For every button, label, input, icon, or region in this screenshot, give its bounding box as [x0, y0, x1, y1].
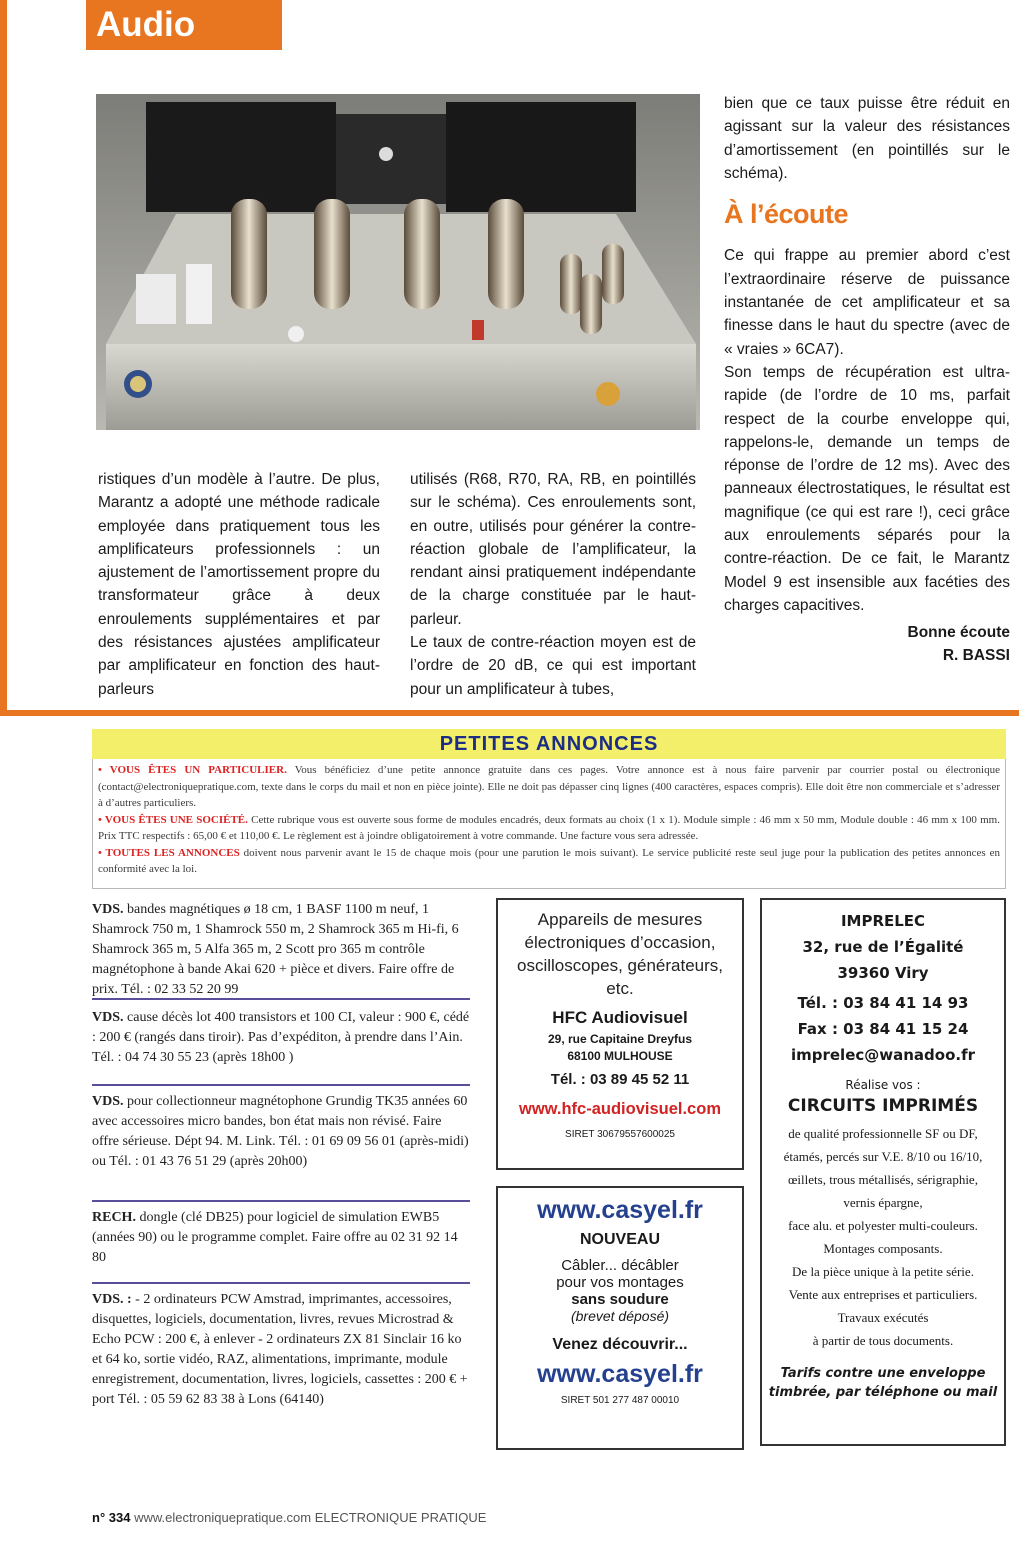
- classified-item: [92, 900, 470, 998]
- classified-text: - 2 ordinateurs PCW Amstrad, imprimantes, accessoires, disquettes, logiciels, documentation, livres, revues Microstrad & Echo PCW : 200 €, à enlever - 2 ordinateurs ZX 81 Sinclair 16 ko et 64 ko, sortie vidéo, RAZ, alimentations, imprimante, module enregistrement, documentation, livres, logiciels, cassettes : 200 € + port Tél. : 05 59 62 83 38 à Lons (64140): [92, 1292, 468, 1407]
- ad-line: Venez découvrir...: [552, 1336, 688, 1353]
- ad-badge: NOUVEAU: [579, 1231, 660, 1248]
- ad-phone: Tél. : 03 89 45 52 11: [550, 1071, 690, 1088]
- rule-text: Vous bénéficiez d’une petite annonce gratuite dans ces pages. Votre annonce est à nous faire parvenir par courrier postal ou électronique (contact@electroniquepratique.com, texte dans le corps du mail et non en pièce jointe). Elle ne doit pas dépasser cinq lignes (400 caractères, espaces compris). Elle doit être non commerciale et s’adresser à d’autres particuliers.: [98, 764, 1000, 809]
- classified-lead: VDS.: [92, 1010, 124, 1025]
- ad-address: 29, rue Capitaine Dreyfus: [547, 1032, 693, 1046]
- article-column-1: [98, 468, 380, 701]
- page-footer: [92, 1510, 486, 1525]
- classified-lead: VDS.: [92, 902, 124, 917]
- author-name: R. BASSI: [942, 647, 1010, 665]
- classified-text: pour collectionneur magnétophone Grundig TK35 années 60 avec accessoires micro bandes, bon état mais non révisé. Faire offre sérieuse. Dépt 94. M. Link. Tél. : 01 69 09 56 01 (après-midi) ou Tél. : 01 43 76 51 29 (après 20h00): [92, 1094, 469, 1169]
- petites-annonces-title: PETITES ANNONCES: [92, 729, 1006, 759]
- classified-lead: VDS. :: [92, 1292, 132, 1307]
- signature-closing: Bonne écoute: [907, 624, 1010, 642]
- ad-line: Tarifs contre une enveloppe: [780, 1366, 986, 1381]
- issue-number: n° 334: [92, 1510, 131, 1525]
- article-text: bien que ce taux puisse être réduit en agissant sur la valeur des résistances d’amortissement (en pointillés sur le schéma).: [724, 95, 1010, 182]
- rule-lead: • TOUTES LES ANNONCES: [98, 846, 240, 859]
- left-accent-bar: [0, 0, 7, 712]
- ad-hfc-audiovisuel: [496, 898, 744, 1170]
- ad-casyel: [496, 1186, 744, 1450]
- ad-website-link[interactable]: www.hfc-audiovisuel.com: [518, 1100, 721, 1118]
- amplifier-photo: [96, 94, 700, 430]
- ad-line: de qualité professionnelle SF ou DF,: [788, 1126, 978, 1141]
- ad-line: vernis épargne,: [843, 1195, 923, 1210]
- footer-magazine-name: ELECTRONIQUE PRATIQUE: [314, 1510, 487, 1525]
- ad-line: etc.: [606, 979, 634, 998]
- article-column-3: [724, 92, 1010, 667]
- ad-line: à partir de tous documents.: [812, 1333, 954, 1348]
- ad-company: HFC Audiovisuel: [552, 1008, 688, 1027]
- ad-address: 68100 MULHOUSE: [567, 1049, 673, 1063]
- classifieds-list: [92, 900, 470, 1410]
- classified-item: [92, 1086, 470, 1200]
- classified-item: [92, 1202, 470, 1282]
- ad-line: oscilloscopes, générateurs,: [516, 956, 723, 975]
- ad-siret: SIRET 501 277 487 00010: [560, 1395, 680, 1406]
- amplifier-illustration: [96, 94, 700, 430]
- article-column-2: [410, 468, 696, 701]
- rule-particulier: [98, 762, 1000, 812]
- classified-item: [92, 1284, 470, 1410]
- ad-website-link[interactable]: www.casyel.fr: [537, 1360, 703, 1388]
- article-text: Le taux de contre-réaction moyen est de l’ordre de 20 dB, ce qui est important pour un amplificateur à tubes,: [410, 634, 696, 698]
- ad-website-link[interactable]: www.casyel.fr: [537, 1196, 703, 1224]
- ad-details: [762, 1122, 1004, 1352]
- ad-fax: Fax : 03 84 41 15 24: [797, 1020, 969, 1038]
- article-text: utilisés (R68, R70, RA, RB, en pointillés sur le schéma). Ces enroulements sont, en outre, utilisés pour générer la contre-réaction globale de l’amplificateur, la rendant ainsi pratiquement indépendante de la charge constituée par le haut-parleur.: [410, 471, 696, 628]
- ad-line: De la pièce unique à la petite série.: [792, 1264, 974, 1279]
- ad-line: face alu. et polyester multi-couleurs.: [788, 1218, 978, 1233]
- classified-text: cause décès lot 400 transistors et 100 CI, valeur : 900 €, cédé : 200 € (rangés dans tiroir). Pas d’expéditon, à prendre dans l’Ain. Tél. : 04 74 30 55 23 (après 18h00 ): [92, 1010, 470, 1065]
- petites-annonces-rules: [98, 762, 1000, 878]
- classified-item: [92, 1000, 470, 1084]
- rule-toutes: [98, 845, 1000, 878]
- ad-phone: Tél. : 03 84 41 14 93: [797, 994, 969, 1012]
- ad-address: 32, rue de l’Égalité: [802, 938, 964, 956]
- rule-text: doivent nous parvenir avant le 15 de chaque mois (pour une parution le mois suivant). Le service publicité reste seul juge pour la publication des petites annonces en conformité avec la loi.: [98, 846, 1000, 875]
- rule-text: Cette rubrique vous est ouverte sous forme de modules encadrés, deux formats au choix (1 x 1). Module simple : 46 mm x 50 mm, Module double : 46 mm x 100 mm. Prix TTC respectifs : 65,00 € et 110,00 €. Le règlement est à joindre obligatoirement à votre commande. Une facture vous sera adressée.: [98, 813, 1000, 842]
- ad-line: Vente aux entreprises et particuliers.: [788, 1287, 978, 1302]
- article-text: Ce qui frappe au premier abord c’est l’extraordinaire réserve de puissance instantanée de cet amplificateur et sa finesse dans le haut du spectre (avec de « vraies » 6CA7).: [724, 247, 1010, 358]
- article-text: ristiques d’un modèle à l’autre. De plus, Marantz a adopté une méthode radicale employée dans pratiquement tous les amplificateurs professionnels : un ajustement de l’amortissement propre du transformateur grâce à deux enroulements supplémentaires et par des résistances ajustées amplificateur par amplificateur en fonction des haut-parleurs: [98, 471, 380, 698]
- article-text: Son temps de récupération est ultra-rapide (de l’ordre de 10 ms, parfait respect de la courbe enveloppe qui, rappelons-le, demande un temps de réponse de l’ordre de 12 ms). Avec des panneaux électrostatiques, le résultat est magnifique (ce qui est rare !), ceci grâce aux enroulements séparés pour la contre-réaction. De ce fait, le Marantz Model 9 est insensible aux facéties des charges capacitives.: [724, 363, 1010, 614]
- ad-line: sans soudure: [571, 1291, 669, 1308]
- rule-lead: • VOUS ÊTES UNE SOCIÉTÉ.: [98, 813, 248, 826]
- classified-lead: VDS.: [92, 1094, 124, 1109]
- rule-societe: [98, 812, 1000, 845]
- ad-address: 39360 Viry: [837, 964, 929, 982]
- ad-line: électroniques d’occasion,: [524, 933, 716, 952]
- ad-line: Appareils de mesures: [537, 910, 703, 929]
- ad-line: Réalise vos :: [845, 1078, 921, 1092]
- ad-company: IMPRELEC: [840, 912, 926, 930]
- classified-text: bandes magnétiques ø 18 cm, 1 BASF 1100 m neuf, 1 Shamrock 750 m, 1 Shamrock 550 m, 2 Shamrock 365 m Hi-fi, 6 Shamrock 365 m, 5 Alfa 365 m, 2 Scott pro 365 m contrôle magnétophone à bande Akai 620 + pièce et divers. Faire offre de prix. Tél. : 02 33 52 20 99: [92, 902, 459, 997]
- ad-line: (brevet déposé): [570, 1308, 670, 1324]
- footer-website: www.electroniquepratique.com: [134, 1510, 312, 1525]
- ad-headline: CIRCUITS IMPRIMÉS: [787, 1096, 979, 1116]
- rule-lead: • VOUS ÊTES UN PARTICULIER.: [98, 764, 287, 776]
- ad-line: Travaux exécutés: [837, 1310, 929, 1325]
- ad-line: étamés, percés sur V.E. 8/10 ou 16/10,: [783, 1149, 983, 1164]
- section-heading: À l’écoute: [724, 199, 849, 230]
- ad-line: pour vos montages: [556, 1274, 684, 1291]
- ad-imprelec: [760, 898, 1006, 1446]
- ad-line: timbrée, par téléphone ou mail: [768, 1385, 998, 1400]
- ad-line: œillets, trous métallisés, sérigraphie,: [788, 1172, 978, 1187]
- section-divider: [0, 710, 1019, 716]
- ad-email-link[interactable]: imprelec@wanadoo.fr: [790, 1046, 976, 1064]
- section-tab: Audio: [86, 0, 282, 50]
- ad-siret: SIRET 30679557600025: [565, 1129, 675, 1140]
- classified-lead: RECH.: [92, 1210, 136, 1225]
- classified-text: dongle (clé DB25) pour logiciel de simulation EWB5 (années 90) ou le programme complet. Faire offre au 02 31 92 14 80: [92, 1210, 458, 1265]
- ad-line: Câbler... décâbler: [561, 1257, 679, 1274]
- ad-line: Montages composants.: [823, 1241, 943, 1256]
